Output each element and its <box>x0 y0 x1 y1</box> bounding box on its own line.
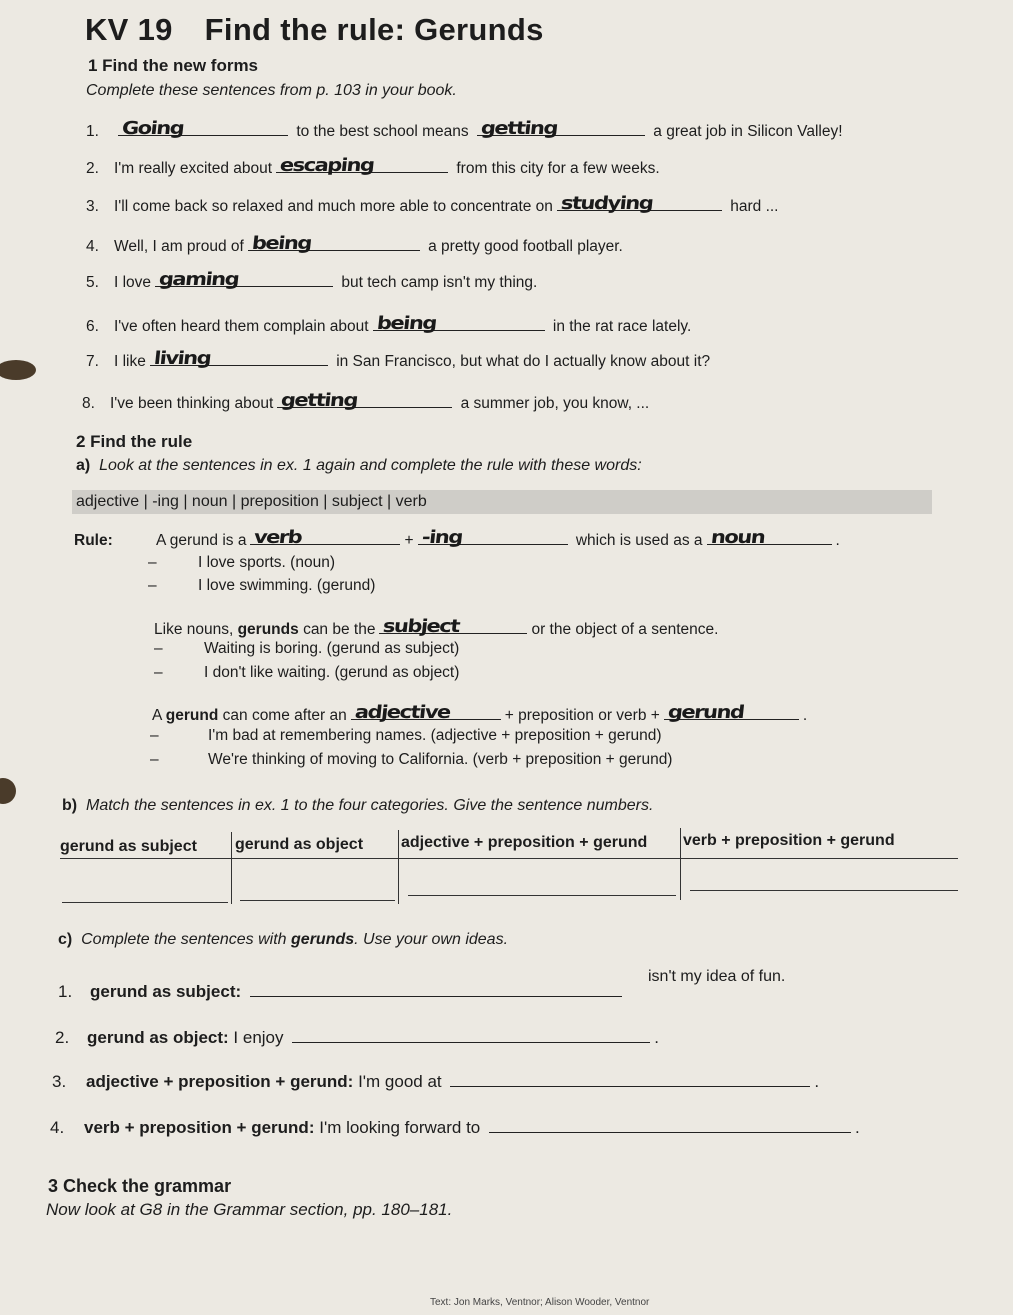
handwritten-answer: getting <box>479 117 559 139</box>
ex1-sentence-2: 2. I'm really excited about escaping from this city for a few weeks. <box>86 154 660 177</box>
table-header-gerund-subject: gerund as subject <box>60 838 197 855</box>
example-gerund: – I love swimming. (gerund) <box>148 577 376 594</box>
answer-blank[interactable] <box>150 347 328 369</box>
handwritten-answer: getting <box>280 389 359 411</box>
handwritten-answer: being <box>375 312 437 334</box>
title-text: Find the rule: Gerunds <box>204 12 544 47</box>
handwritten-answer: gerund <box>666 701 745 723</box>
table-divider <box>60 858 958 859</box>
handwritten-answer: studying <box>559 192 654 214</box>
example-adjective: – I'm bad at remembering names. (adjective + preposition + gerund) <box>150 727 662 744</box>
table-column-line <box>680 828 681 900</box>
ex2a-instruction: a) Look at the sentences in ex. 1 again and complete the rule with these words: <box>76 457 642 474</box>
ex2-heading: 2 Find the rule <box>76 432 193 451</box>
answer-line-adjective[interactable] <box>408 895 676 896</box>
answer-blank[interactable] <box>276 154 448 176</box>
answer-blank[interactable] <box>248 232 420 254</box>
rule-line: Rule: A gerund is a verb + -ing which is used as a noun . <box>74 526 840 549</box>
ex1-heading: 1 Find the new forms <box>88 56 259 75</box>
ex2b-instruction: b) Match the sentences in ex. 1 to the four categories. Give the sentence numbers. <box>62 797 654 814</box>
answer-line-subject[interactable] <box>62 902 228 903</box>
answer-blank[interactable] <box>557 192 722 214</box>
answer-blank[interactable] <box>250 526 400 548</box>
answer-blank[interactable] <box>379 615 527 637</box>
ex1-sentence-8: 8. I've been thinking about getting a summer job, you know, ... <box>82 389 650 412</box>
c-item-2: 2. gerund as object: I enjoy . <box>55 1024 659 1048</box>
handwritten-answer: living <box>152 347 212 369</box>
example-verb: – We're thinking of moving to California. (verb + preposition + gerund) <box>150 751 673 768</box>
handwritten-answer: adjective <box>353 701 451 723</box>
c-item-1-after: isn't my idea of fun. <box>648 968 786 985</box>
ex2c-instruction: c) Complete the sentences with gerunds. Use your own ideas. <box>58 931 509 948</box>
answer-blank[interactable] <box>707 526 832 548</box>
example-object: – I don't like waiting. (gerund as object) <box>154 664 460 681</box>
ex3-heading: 3 Check the grammar <box>48 1176 232 1196</box>
answer-blank[interactable] <box>450 1068 810 1087</box>
answer-blank[interactable] <box>418 526 568 548</box>
handwritten-answer: gaming <box>157 268 240 290</box>
example-noun: – I love sports. (noun) <box>148 554 335 571</box>
c-item-4: 4. verb + preposition + gerund: I'm looking forward to . <box>50 1114 860 1138</box>
punch-hole-mark <box>0 778 16 804</box>
word-bank: adjective | -ing | noun | preposition | subject | verb <box>72 490 932 514</box>
answer-blank[interactable] <box>664 701 799 723</box>
handwritten-answer: -ing <box>420 526 463 548</box>
punch-hole-mark <box>0 360 36 380</box>
ex1-sentence-4: 4. Well, I am proud of being a pretty good football player. <box>86 232 623 255</box>
answer-blank[interactable] <box>351 701 501 723</box>
ex1-sentence-1: 1. Going to the best school means getting a great job in Silicon Valley! <box>86 117 843 140</box>
credits: Text: Jon Marks, Ventnor; Alison Wooder, Ventnor <box>430 1297 650 1308</box>
example-subject: – Waiting is boring. (gerund as subject) <box>154 640 460 657</box>
answer-blank[interactable] <box>277 389 452 411</box>
table-header-verb: verb + preposition + gerund <box>683 832 895 849</box>
table-column-line <box>398 830 399 904</box>
table-header-gerund-object: gerund as object <box>235 836 364 853</box>
answer-line-verb[interactable] <box>690 890 958 891</box>
ex1-sentence-3: 3. I'll come back so relaxed and much more able to concentrate on studying hard ... <box>86 192 779 215</box>
ex1-sentence-5: 5. I love gaming but tech camp isn't my thing. <box>86 268 538 291</box>
answer-blank[interactable] <box>118 117 288 139</box>
answer-blank[interactable] <box>292 1024 650 1043</box>
c-item-1: 1. gerund as subject: <box>58 978 626 1002</box>
like-nouns-line: Like nouns, gerunds can be the subject or the object of a sentence. <box>154 615 719 638</box>
handwritten-answer: Going <box>120 117 185 139</box>
answer-blank[interactable] <box>250 978 622 997</box>
c-item-3: 3. adjective + preposition + gerund: I'm good at . <box>52 1068 819 1092</box>
handwritten-answer: subject <box>382 615 461 637</box>
unit-code: KV 19 <box>85 12 173 47</box>
answer-blank[interactable] <box>155 268 333 290</box>
ex1-sentence-6: 6. I've often heard them complain about being in the rat race lately. <box>86 312 692 335</box>
handwritten-answer: verb <box>253 526 303 548</box>
answer-blank[interactable] <box>373 312 545 334</box>
after-line: A gerund can come after an adjective + preposition or verb + gerund . <box>152 701 808 724</box>
answer-line-object[interactable] <box>240 900 395 901</box>
handwritten-answer: escaping <box>278 154 375 176</box>
handwritten-answer: noun <box>709 526 765 548</box>
ex3-instruction: Now look at G8 in the Grammar section, pp. 180–181. <box>46 1200 453 1219</box>
answer-blank[interactable] <box>489 1114 851 1133</box>
handwritten-answer: being <box>250 232 312 254</box>
ex1-instruction: Complete these sentences from p. 103 in your book. <box>86 82 457 99</box>
table-column-line <box>231 832 232 904</box>
ex1-sentence-7: 7. I like living in San Francisco, but what do I actually know about it? <box>86 347 711 370</box>
table-header-adjective: adjective + preposition + gerund <box>401 834 648 851</box>
page-title <box>85 12 544 48</box>
answer-blank[interactable] <box>477 117 645 139</box>
